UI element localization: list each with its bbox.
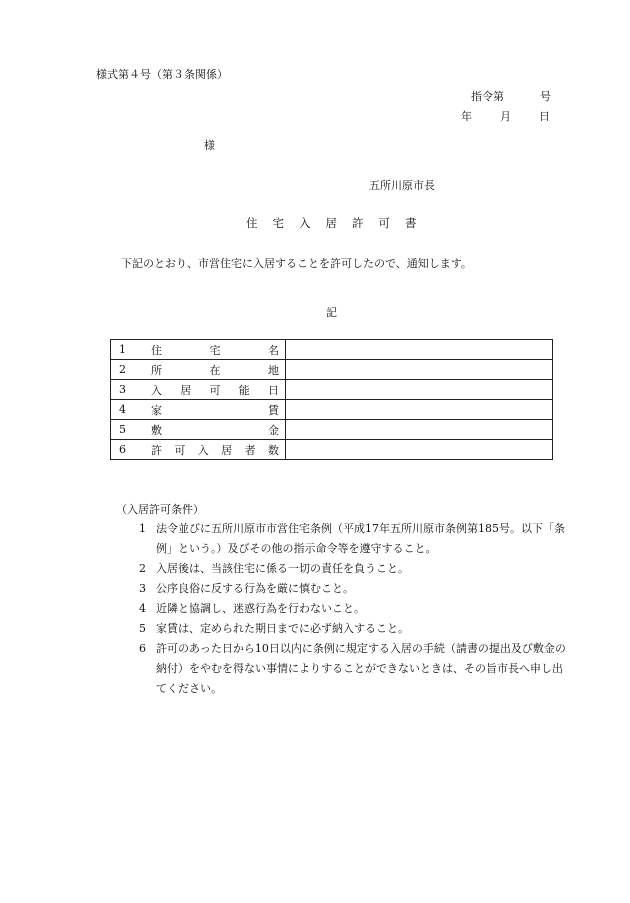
label-char: 宅 [209,343,221,357]
label-char: 入 [197,443,209,457]
title-char: 可 [378,216,390,230]
title-char: 許 [352,216,364,230]
label-char: 地 [268,363,279,377]
label-char: 金 [268,423,279,437]
label-char: 可 [209,383,221,397]
intro-text: 下記のとおり、市営住宅に入居することを許可したので、通知します。 [121,257,472,270]
date-line [461,108,550,124]
condition-item [122,579,572,599]
condition-number: 5 [139,622,146,635]
label-char: 居 [221,443,233,457]
row-value [286,420,553,440]
condition-text: 法令並びに五所川原市市営住宅条例（平成17年五所川原市条例第185号。以下「条例」という。）及びその他の指示命令等を遵守すること。 [156,522,565,555]
label-char: 居 [180,383,192,397]
condition-text: 近隣と協調し、迷惑行為を行わないこと。 [156,602,365,615]
row-label [111,360,286,380]
row-number: 6 [119,443,126,456]
row-number: 3 [119,383,126,396]
condition-number: 4 [139,602,146,615]
condition-number: 2 [139,562,146,575]
row-value [286,380,553,400]
label-char: 在 [209,363,221,377]
condition-text: 公序良俗に反する行為を厳に慎むこと。 [156,582,354,595]
condition-item [122,519,572,559]
label-char: 住 [151,343,162,357]
condition-number: 1 [139,522,146,535]
condition-text: 家賃は、定められた期日までに必ず納入すること。 [156,622,409,635]
label-char: 許 [151,443,162,457]
row-number: 4 [119,403,126,416]
row-value [286,400,553,420]
permit-prefix: 指令第 [471,90,504,103]
condition-number: 6 [139,642,146,655]
table-row [111,340,553,360]
label-char: 能 [238,383,250,397]
row-label [111,340,286,360]
row-label [111,380,286,400]
row-label [111,440,286,460]
condition-number: 3 [139,582,146,595]
title-char: 宅 [272,216,284,230]
row-value [286,360,553,380]
condition-text: 入居後は、当該住宅に係る一切の責任を負うこと。 [156,562,409,575]
table-row [111,360,553,380]
date-year: 年 [461,110,472,123]
document-title [246,215,432,231]
table-row [111,440,553,460]
addressee: 様 [204,139,215,152]
condition-item [122,619,572,639]
row-number: 5 [119,423,126,436]
condition-item [122,639,572,699]
table-row [111,380,553,400]
condition-item [122,559,572,579]
row-value [286,440,553,460]
row-number: 2 [119,363,126,376]
label-char: 日 [268,383,279,397]
table-row [111,420,553,440]
condition-text: 許可のあった日から10日以内に条例に規定する入居の手続（請書の提出及び敷金の納付）をやむを得ない事情によりすることができないときは、その旨市長へ申し出てください。 [156,642,566,695]
label-char: 敷 [151,423,162,437]
row-number: 1 [119,343,126,356]
permit-number-line [471,88,551,104]
row-label [111,420,286,440]
table-row [111,400,553,420]
permit-suffix: 号 [540,90,551,103]
permit-info-table [110,339,553,460]
label-char: 賃 [268,403,279,417]
title-char: 住 [246,216,258,230]
ki-heading: 記 [326,306,337,319]
date-month: 月 [500,110,511,123]
title-char: 入 [299,216,311,230]
title-char: 居 [325,216,337,230]
label-char: 可 [174,443,186,457]
row-value [286,340,553,360]
label-char: 数 [267,443,279,457]
form-number: 様式第４号（第３条関係） [96,68,228,81]
label-char: 名 [268,343,279,357]
conditions-list [122,519,572,699]
label-char: 所 [151,363,162,377]
issuer: 五所川原市長 [369,179,435,192]
label-char: 入 [151,383,162,397]
title-char: 書 [405,216,417,230]
label-char: 者 [244,443,256,457]
date-day: 日 [539,110,550,123]
label-char: 家 [151,403,162,417]
row-label [111,400,286,420]
conditions-title: （入居許可条件） [116,503,204,516]
condition-item [122,599,572,619]
